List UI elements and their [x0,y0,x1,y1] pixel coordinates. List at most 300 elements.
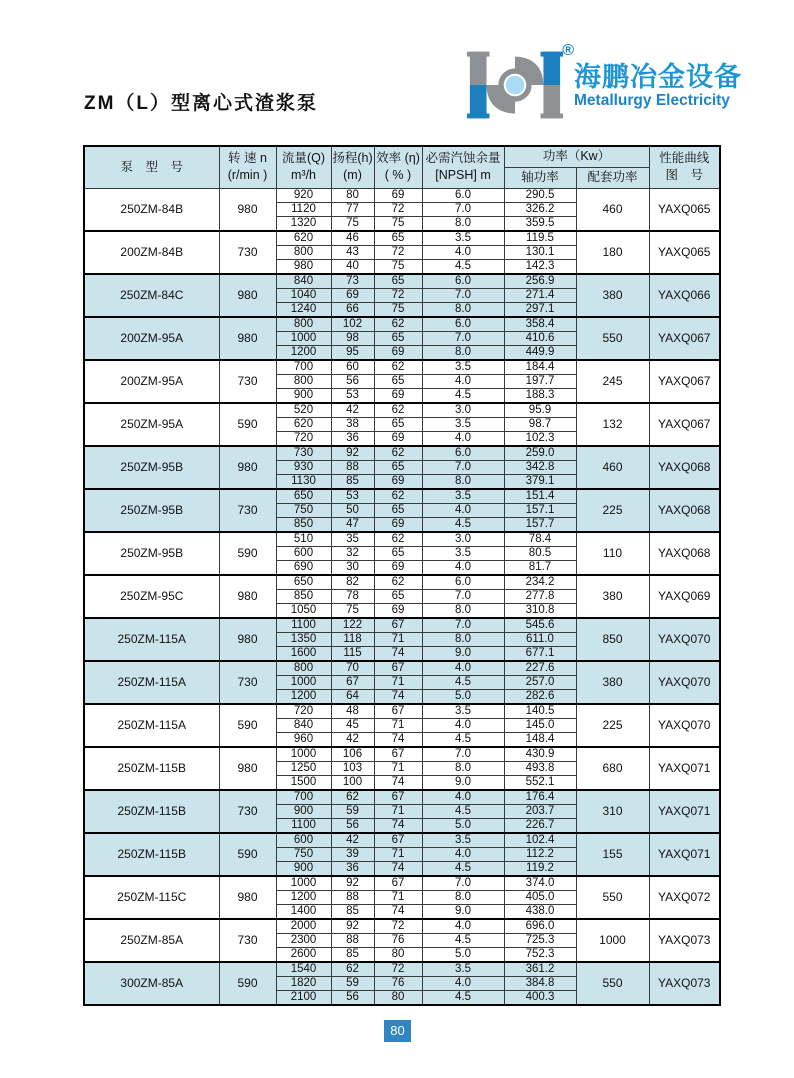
head-cell: 42 [331,833,374,848]
efficiency-cell: 76 [374,933,422,947]
flow-cell: 750 [276,847,331,861]
flow-cell: 620 [276,417,331,431]
col-header-npsh: 必需汽蚀余量 [NPSH] m [422,146,504,188]
head-cell: 42 [331,403,374,418]
rated-power-cell: 680 [576,747,649,790]
shaft-power-cell: 119.2 [504,861,576,876]
efficiency-cell: 71 [374,847,422,861]
flow-cell: 840 [276,274,331,289]
pump-row [84,962,720,977]
shaft-power-cell: 197.7 [504,374,576,388]
pump-row [84,747,720,762]
shaft-power-cell: 78.4 [504,532,576,547]
shaft-power-cell: 257.0 [504,675,576,689]
pump-row [84,403,720,418]
shaft-power-cell: 203.7 [504,804,576,818]
efficiency-cell: 67 [374,618,422,633]
head-cell: 56 [331,990,374,1005]
efficiency-cell: 71 [374,890,422,904]
npsh-cell: 5.0 [422,818,504,833]
head-cell: 42 [331,732,374,747]
efficiency-cell: 69 [374,560,422,575]
efficiency-cell: 76 [374,976,422,990]
flow-cell: 1600 [276,646,331,661]
shaft-power-cell: 374.0 [504,876,576,891]
shaft-power-cell: 227.6 [504,661,576,676]
speed-cell: 590 [219,532,276,575]
shaft-power-cell: 151.4 [504,489,576,504]
model-cell: 250ZM-115A [84,661,219,704]
efficiency-cell: 71 [374,718,422,732]
flow-cell: 1130 [276,474,331,489]
pump-row [84,833,720,848]
company-logo [464,42,742,126]
rated-power-cell: 460 [576,188,649,231]
head-cell: 36 [331,861,374,876]
shaft-power-cell: 157.1 [504,503,576,517]
model-cell: 250ZM-84C [84,274,219,317]
shaft-power-cell: 290.5 [504,188,576,202]
col-header-rated-power: 配套功率 [576,167,649,188]
head-cell: 69 [331,288,374,302]
head-cell: 56 [331,818,374,833]
page-number-badge: 80 [384,1020,411,1042]
flow-cell: 1350 [276,632,331,646]
model-cell: 300ZM-85A [84,962,219,1005]
pump-row [84,790,720,805]
shaft-power-cell: 379.1 [504,474,576,489]
efficiency-cell: 74 [374,732,422,747]
flow-cell: 1040 [276,288,331,302]
flow-cell: 1320 [276,216,331,231]
shaft-power-cell: 148.4 [504,732,576,747]
npsh-cell: 6.0 [422,274,504,289]
npsh-cell: 4.5 [422,933,504,947]
shaft-power-cell: 81.7 [504,560,576,575]
efficiency-cell: 65 [374,374,422,388]
flow-cell: 600 [276,833,331,848]
flow-cell: 1100 [276,618,331,633]
head-cell: 85 [331,947,374,962]
pump-row [84,231,720,246]
npsh-cell: 3.5 [422,546,504,560]
rated-power-cell: 155 [576,833,649,876]
curve-number-cell: YAXQ073 [649,919,720,962]
head-cell: 38 [331,417,374,431]
npsh-cell: 9.0 [422,646,504,661]
col-header-speed: 转 速 n (r/min ) [219,146,276,188]
shaft-power-cell: 282.6 [504,689,576,704]
col-header-flow: 流量(Q) m³/h [276,146,331,188]
efficiency-cell: 72 [374,288,422,302]
shaft-power-cell: 130.1 [504,245,576,259]
curve-number-cell: YAXQ072 [649,876,720,919]
efficiency-cell: 74 [374,861,422,876]
curve-number-cell: YAXQ065 [649,188,720,231]
model-cell: 250ZM-115B [84,747,219,790]
npsh-cell: 8.0 [422,603,504,618]
rated-power-cell: 310 [576,790,649,833]
logo-company-name-cn: 海鹏冶金设备 [574,61,742,92]
speed-cell: 590 [219,833,276,876]
shaft-power-cell: 176.4 [504,790,576,805]
shaft-power-cell: 438.0 [504,904,576,919]
npsh-cell: 6.0 [422,317,504,332]
efficiency-cell: 72 [374,919,422,934]
npsh-cell: 7.0 [422,202,504,216]
speed-cell: 730 [219,231,276,274]
shaft-power-cell: 234.2 [504,575,576,590]
model-cell: 250ZM-115A [84,704,219,747]
head-cell: 77 [331,202,374,216]
shaft-power-cell: 142.3 [504,259,576,274]
shaft-power-cell: 112.2 [504,847,576,861]
head-cell: 59 [331,976,374,990]
model-cell: 250ZM-85A [84,919,219,962]
npsh-cell: 3.5 [422,360,504,375]
head-cell: 82 [331,575,374,590]
rated-power-cell: 1000 [576,919,649,962]
head-cell: 95 [331,345,374,360]
flow-cell: 510 [276,532,331,547]
head-cell: 85 [331,474,374,489]
efficiency-cell: 65 [374,503,422,517]
npsh-cell: 4.0 [422,919,504,934]
speed-cell: 980 [219,274,276,317]
rated-power-cell: 225 [576,704,649,747]
flow-cell: 1240 [276,302,331,317]
efficiency-cell: 67 [374,790,422,805]
head-cell: 106 [331,747,374,762]
curve-number-cell: YAXQ068 [649,489,720,532]
efficiency-cell: 67 [374,876,422,891]
efficiency-cell: 80 [374,990,422,1005]
head-cell: 92 [331,919,374,934]
npsh-cell: 6.0 [422,575,504,590]
npsh-cell: 8.0 [422,890,504,904]
rated-power-cell: 225 [576,489,649,532]
shaft-power-cell: 400.3 [504,990,576,1005]
flow-cell: 900 [276,804,331,818]
head-cell: 115 [331,646,374,661]
efficiency-cell: 71 [374,675,422,689]
shaft-power-cell: 677.1 [504,646,576,661]
flow-cell: 1100 [276,818,331,833]
rated-power-cell: 550 [576,876,649,919]
efficiency-cell: 72 [374,962,422,977]
npsh-cell: 4.0 [422,374,504,388]
rated-power-cell: 380 [576,661,649,704]
efficiency-cell: 67 [374,747,422,762]
head-cell: 80 [331,188,374,202]
rated-power-cell: 245 [576,360,649,403]
head-cell: 88 [331,933,374,947]
pump-row [84,274,720,289]
flow-cell: 690 [276,560,331,575]
flow-cell: 1120 [276,202,331,216]
model-cell: 250ZM-95C [84,575,219,618]
npsh-cell: 4.0 [422,847,504,861]
efficiency-cell: 69 [374,474,422,489]
head-cell: 53 [331,489,374,504]
head-cell: 70 [331,661,374,676]
shaft-power-cell: 326.2 [504,202,576,216]
flow-cell: 840 [276,718,331,732]
shaft-power-cell: 98.7 [504,417,576,431]
shaft-power-cell: 102.3 [504,431,576,446]
curve-number-cell: YAXQ067 [649,360,720,403]
head-cell: 39 [331,847,374,861]
flow-cell: 980 [276,259,331,274]
npsh-cell: 3.5 [422,417,504,431]
flow-cell: 920 [276,188,331,202]
shaft-power-cell: 611.0 [504,632,576,646]
pump-row [84,575,720,590]
flow-cell: 720 [276,431,331,446]
speed-cell: 590 [219,704,276,747]
speed-cell: 730 [219,919,276,962]
col-header-efficiency: 效率 (η) ( % ) [374,146,422,188]
npsh-cell: 7.0 [422,618,504,633]
efficiency-cell: 74 [374,646,422,661]
head-cell: 73 [331,274,374,289]
flow-cell: 800 [276,374,331,388]
speed-cell: 980 [219,575,276,618]
npsh-cell: 7.0 [422,589,504,603]
npsh-cell: 4.5 [422,259,504,274]
col-header-curve: 性能曲线 图 号 [649,146,720,188]
flow-cell: 720 [276,704,331,719]
head-cell: 56 [331,374,374,388]
efficiency-cell: 62 [374,489,422,504]
curve-number-cell: YAXQ068 [649,446,720,489]
efficiency-cell: 69 [374,345,422,360]
head-cell: 92 [331,876,374,891]
rated-power-cell: 550 [576,317,649,360]
efficiency-cell: 75 [374,216,422,231]
model-cell: 250ZM-115A [84,618,219,661]
efficiency-cell: 80 [374,947,422,962]
model-cell: 250ZM-95B [84,446,219,489]
flow-cell: 1250 [276,761,331,775]
model-cell: 200ZM-84B [84,231,219,274]
speed-cell: 980 [219,618,276,661]
npsh-cell: 3.5 [422,489,504,504]
efficiency-cell: 69 [374,388,422,403]
npsh-cell: 8.0 [422,474,504,489]
npsh-cell: 3.5 [422,231,504,246]
head-cell: 122 [331,618,374,633]
flow-cell: 730 [276,446,331,461]
pump-row [84,489,720,504]
efficiency-cell: 75 [374,259,422,274]
npsh-cell: 3.5 [422,833,504,848]
efficiency-cell: 65 [374,331,422,345]
curve-number-cell: YAXQ065 [649,231,720,274]
shaft-power-cell: 696.0 [504,919,576,934]
flow-cell: 650 [276,575,331,590]
shaft-power-cell: 384.8 [504,976,576,990]
shaft-power-cell: 361.2 [504,962,576,977]
head-cell: 66 [331,302,374,317]
shaft-power-cell: 552.1 [504,775,576,790]
curve-number-cell: YAXQ069 [649,575,720,618]
curve-number-cell: YAXQ066 [649,274,720,317]
head-cell: 59 [331,804,374,818]
npsh-cell: 3.5 [422,704,504,719]
logo-text [574,63,742,110]
efficiency-cell: 71 [374,804,422,818]
efficiency-cell: 65 [374,589,422,603]
head-cell: 118 [331,632,374,646]
npsh-cell: 7.0 [422,288,504,302]
head-cell: 47 [331,517,374,532]
efficiency-cell: 69 [374,188,422,202]
npsh-cell: 9.0 [422,775,504,790]
rated-power-cell: 850 [576,618,649,661]
curve-number-cell: YAXQ071 [649,790,720,833]
npsh-cell: 9.0 [422,904,504,919]
efficiency-cell: 62 [374,446,422,461]
shaft-power-cell: 725.3 [504,933,576,947]
curve-number-cell: YAXQ070 [649,661,720,704]
model-cell: 200ZM-95A [84,360,219,403]
npsh-cell: 5.0 [422,689,504,704]
shaft-power-cell: 80.5 [504,546,576,560]
shaft-power-cell: 410.6 [504,331,576,345]
head-cell: 62 [331,790,374,805]
speed-cell: 730 [219,489,276,532]
shaft-power-cell: 259.0 [504,446,576,461]
curve-number-cell: YAXQ067 [649,317,720,360]
rated-power-cell: 180 [576,231,649,274]
speed-cell: 590 [219,403,276,446]
head-cell: 60 [331,360,374,375]
col-header-power: 功率（Kw） [504,146,649,167]
head-cell: 50 [331,503,374,517]
shaft-power-cell: 145.0 [504,718,576,732]
npsh-cell: 8.0 [422,302,504,317]
model-cell: 250ZM-115C [84,876,219,919]
npsh-cell: 6.0 [422,446,504,461]
npsh-cell: 5.0 [422,947,504,962]
head-cell: 88 [331,890,374,904]
shaft-power-cell: 310.8 [504,603,576,618]
efficiency-cell: 72 [374,202,422,216]
npsh-cell: 4.5 [422,388,504,403]
col-header-head: 扬程(h) (m) [331,146,374,188]
efficiency-cell: 74 [374,904,422,919]
model-cell: 250ZM-95B [84,489,219,532]
head-cell: 102 [331,317,374,332]
head-cell: 30 [331,560,374,575]
model-cell: 250ZM-115B [84,833,219,876]
npsh-cell: 8.0 [422,632,504,646]
efficiency-cell: 71 [374,761,422,775]
npsh-cell: 8.0 [422,345,504,360]
shaft-power-cell: 226.7 [504,818,576,833]
shaft-power-cell: 277.8 [504,589,576,603]
efficiency-cell: 75 [374,302,422,317]
npsh-cell: 7.0 [422,460,504,474]
flow-cell: 700 [276,360,331,375]
efficiency-cell: 62 [374,532,422,547]
rated-power-cell: 460 [576,446,649,489]
curve-number-cell: YAXQ071 [649,747,720,790]
head-cell: 78 [331,589,374,603]
flow-cell: 1200 [276,890,331,904]
pump-row [84,661,720,676]
logo-mark [464,42,574,126]
curve-number-cell: YAXQ070 [649,704,720,747]
speed-cell: 730 [219,790,276,833]
rated-power-cell: 380 [576,274,649,317]
pump-volute-logo-icon [464,46,566,126]
flow-cell: 850 [276,517,331,532]
flow-cell: 900 [276,861,331,876]
head-cell: 46 [331,231,374,246]
npsh-cell: 4.5 [422,861,504,876]
efficiency-cell: 69 [374,431,422,446]
head-cell: 98 [331,331,374,345]
head-cell: 36 [331,431,374,446]
shaft-power-cell: 271.4 [504,288,576,302]
efficiency-cell: 65 [374,546,422,560]
flow-cell: 1000 [276,876,331,891]
speed-cell: 980 [219,876,276,919]
flow-cell: 800 [276,661,331,676]
rated-power-cell: 550 [576,962,649,1005]
model-cell: 250ZM-95A [84,403,219,446]
curve-number-cell: YAXQ071 [649,833,720,876]
shaft-power-cell: 752.3 [504,947,576,962]
npsh-cell: 4.0 [422,718,504,732]
npsh-cell: 4.0 [422,790,504,805]
shaft-power-cell: 405.0 [504,890,576,904]
efficiency-cell: 74 [374,775,422,790]
flow-cell: 2600 [276,947,331,962]
npsh-cell: 8.0 [422,216,504,231]
shaft-power-cell: 157.7 [504,517,576,532]
flow-cell: 800 [276,245,331,259]
speed-cell: 730 [219,661,276,704]
logo-company-name-en: Metallurgy Electricity [574,92,730,110]
speed-cell: 980 [219,446,276,489]
flow-cell: 700 [276,790,331,805]
head-cell: 88 [331,460,374,474]
flow-cell: 520 [276,403,331,418]
head-cell: 43 [331,245,374,259]
npsh-cell: 4.5 [422,517,504,532]
npsh-cell: 4.0 [422,245,504,259]
speed-cell: 980 [219,188,276,231]
curve-number-cell: YAXQ073 [649,962,720,1005]
shaft-power-cell: 358.4 [504,317,576,332]
head-cell: 92 [331,446,374,461]
pump-table-body [84,188,720,1005]
head-cell: 35 [331,532,374,547]
npsh-cell: 7.0 [422,331,504,345]
flow-cell: 2300 [276,933,331,947]
model-cell: 250ZM-84B [84,188,219,231]
efficiency-cell: 69 [374,603,422,618]
pump-row [84,618,720,633]
shaft-power-cell: 256.9 [504,274,576,289]
speed-cell: 980 [219,317,276,360]
efficiency-cell: 74 [374,689,422,704]
speed-cell: 730 [219,360,276,403]
flow-cell: 900 [276,388,331,403]
